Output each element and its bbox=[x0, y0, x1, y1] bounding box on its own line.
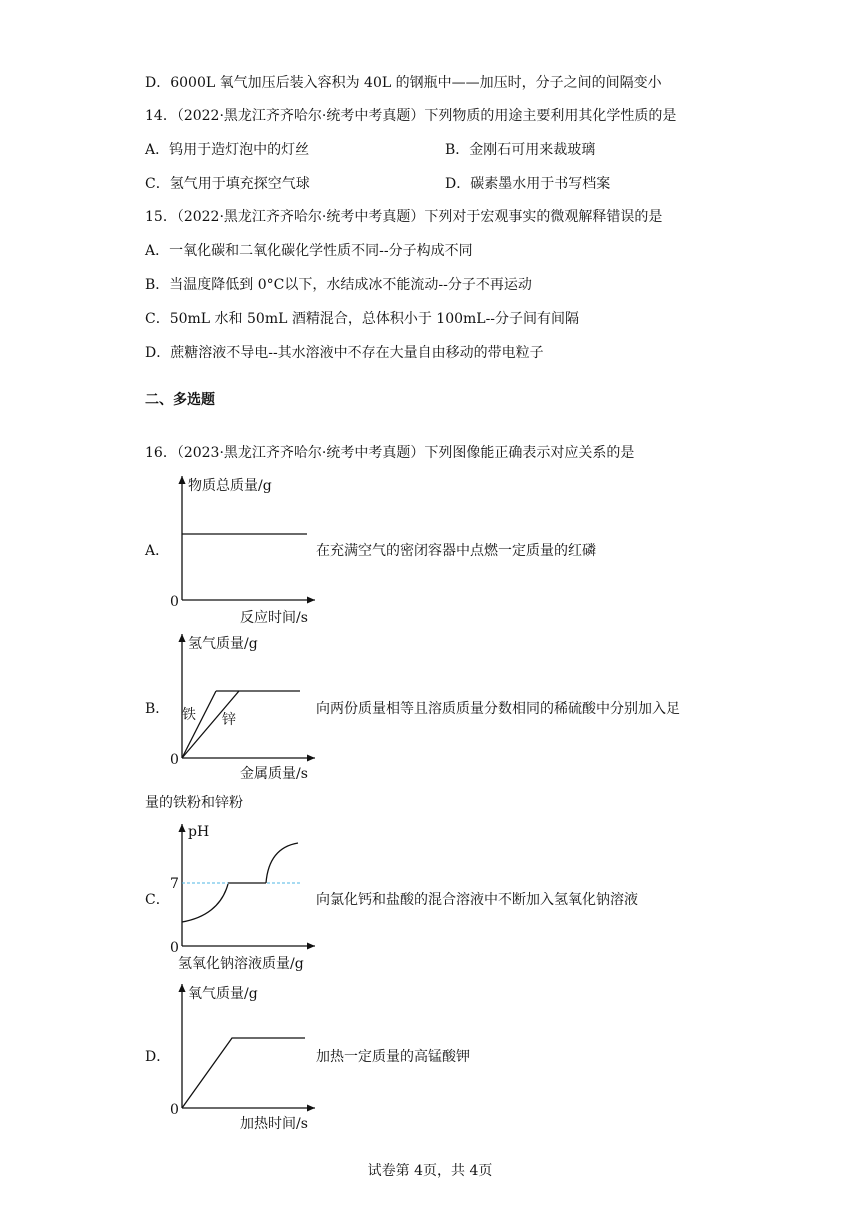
q15-stem: 15．（2022·黑龙江齐齐哈尔·统考中考真题）下列对于宏观事实的微观解释错误的是 bbox=[145, 209, 663, 225]
q16-option-b-text: 向两份质量相等且溶质质量分数相同的稀硫酸中分别加入足 bbox=[316, 701, 680, 717]
q15-option-c: C．50mL 水和 50mL 酒精混合，总体积小于 100mL--分子间有间隔 bbox=[145, 311, 580, 327]
graph-a bbox=[160, 470, 320, 630]
graph-b-origin: 0 bbox=[170, 752, 179, 768]
graph-c-xlabel: 氢氧化钠溶液质量/g bbox=[178, 956, 304, 972]
graph-d bbox=[160, 978, 320, 1138]
q15-option-d: D．蔗糖溶液不导电--其水溶液中不存在大量自由移动的带电粒子 bbox=[145, 345, 544, 361]
q14-option-a: A．钨用于造灯泡中的灯丝 bbox=[145, 142, 310, 158]
graph-a-xlabel: 反应时间/s bbox=[240, 610, 308, 626]
q16-option-a-text: 在充满空气的密闭容器中点燃一定质量的红磷 bbox=[316, 543, 596, 559]
page-footer: 试卷第 4页，共 4页 bbox=[367, 1163, 493, 1179]
graph-b-zinc-label: 锌 bbox=[222, 712, 236, 728]
q16-option-c-label: C． bbox=[145, 892, 170, 908]
q16-option-d-text: 加热一定质量的高锰酸钾 bbox=[316, 1049, 470, 1065]
graph-c bbox=[160, 818, 330, 978]
graph-a-ylabel: 物质总质量/g bbox=[188, 478, 272, 494]
graph-c-ylabel: pH bbox=[188, 824, 210, 840]
graph-b-iron-label: 铁 bbox=[182, 707, 196, 723]
q14-option-b: B．金刚石可用来裁玻璃 bbox=[445, 142, 596, 158]
q16-stem: 16．（2023·黑龙江齐齐哈尔·统考中考真题）下列图像能正确表示对应关系的是 bbox=[145, 445, 635, 461]
graph-c-origin: 0 bbox=[170, 940, 179, 956]
graph-b-ylabel: 氢气质量/g bbox=[188, 636, 258, 652]
q13-option-d: D．6000L 氧气加压后装入容积为 40L 的钢瓶中——加压时，分子之间的间隔变小 bbox=[145, 75, 662, 91]
graph-a-origin: 0 bbox=[170, 594, 179, 610]
q15-option-a: A．一氧化碳和二氧化碳化学性质不同--分子构成不同 bbox=[145, 243, 473, 259]
q15-option-b: B．当温度降低到 0°C以下，水结成冰不能流动--分子不再运动 bbox=[145, 277, 532, 293]
q16-option-c-text: 向氯化钙和盐酸的混合溶液中不断加入氢氧化钠溶液 bbox=[316, 892, 638, 908]
graph-b-xlabel: 金属质量/s bbox=[240, 766, 308, 782]
q16-option-b-text-cont: 量的铁粉和锌粉 bbox=[145, 795, 243, 811]
section-heading: 二、多选题 bbox=[145, 392, 215, 408]
graph-d-xlabel: 加热时间/s bbox=[240, 1116, 308, 1132]
graph-c-curve-rise-2 bbox=[266, 843, 298, 883]
graph-b bbox=[160, 628, 320, 788]
graph-d-oxygen-line bbox=[182, 1038, 305, 1108]
q14-stem: 14．（2022·黑龙江齐齐哈尔·统考中考真题）下列物质的用途主要利用其化学性质的是 bbox=[145, 108, 677, 124]
q16-option-b-label: B． bbox=[145, 701, 170, 717]
q14-option-c: C．氢气用于填充探空气球 bbox=[145, 176, 310, 192]
q14-option-d: D．碳素墨水用于书写档案 bbox=[445, 176, 611, 192]
graph-c-curve-rise-1 bbox=[182, 884, 228, 922]
graph-c-tick-7: 7 bbox=[170, 876, 179, 892]
graph-d-ylabel: 氧气质量/g bbox=[188, 986, 258, 1002]
q16-option-d-label: D． bbox=[145, 1049, 171, 1065]
graph-d-origin: 0 bbox=[170, 1102, 179, 1118]
q16-option-a-label: A． bbox=[145, 543, 170, 559]
